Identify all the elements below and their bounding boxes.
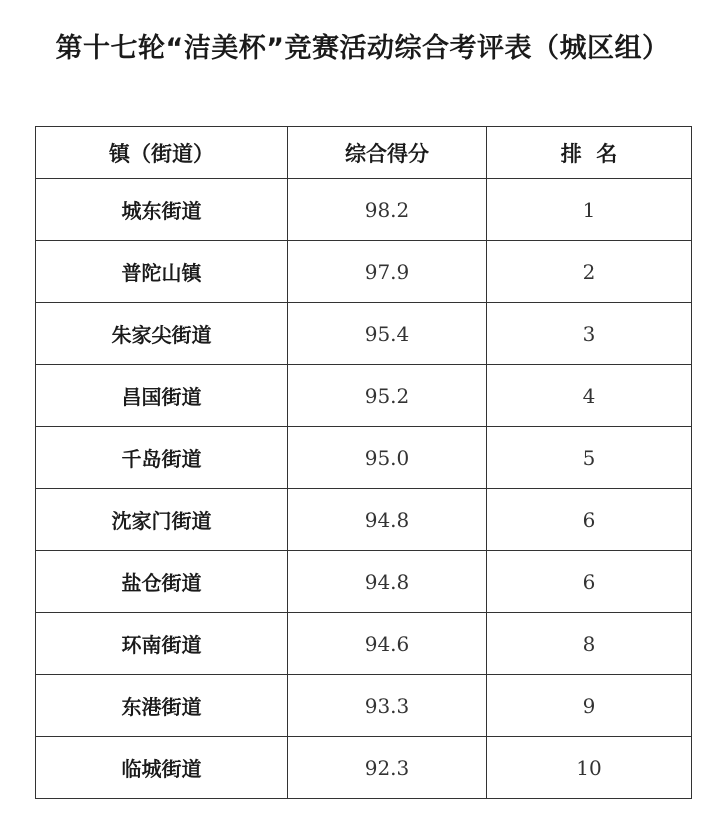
table-row <box>36 613 692 675</box>
table-row <box>36 179 692 241</box>
score-cell: 98.2 <box>288 179 487 241</box>
score-cell: 94.8 <box>288 489 487 551</box>
rank-cell: 5 <box>487 427 692 489</box>
town-cell: 朱家尖街道 <box>36 303 288 365</box>
table-row <box>36 489 692 551</box>
table-header-row <box>36 127 692 179</box>
table-row <box>36 365 692 427</box>
table-row <box>36 241 692 303</box>
rank-cell: 10 <box>487 737 692 799</box>
score-cell: 95.4 <box>288 303 487 365</box>
rank-cell: 1 <box>487 179 692 241</box>
table-row <box>36 675 692 737</box>
score-cell: 93.3 <box>288 675 487 737</box>
score-cell: 97.9 <box>288 241 487 303</box>
town-cell: 千岛街道 <box>36 427 288 489</box>
rank-cell: 9 <box>487 675 692 737</box>
column-header-town: 镇（街道） <box>36 127 288 179</box>
score-cell: 94.8 <box>288 551 487 613</box>
town-cell: 环南街道 <box>36 613 288 675</box>
rank-cell: 6 <box>487 551 692 613</box>
town-cell: 昌国街道 <box>36 365 288 427</box>
score-cell: 92.3 <box>288 737 487 799</box>
table-row <box>36 427 692 489</box>
score-table <box>35 126 692 799</box>
town-cell: 盐仓街道 <box>36 551 288 613</box>
table-row <box>36 303 692 365</box>
rank-cell: 2 <box>487 241 692 303</box>
town-cell: 普陀山镇 <box>36 241 288 303</box>
town-cell: 城东街道 <box>36 179 288 241</box>
rank-cell: 6 <box>487 489 692 551</box>
town-cell: 东港街道 <box>36 675 288 737</box>
column-header-rank: 排 名 <box>487 127 692 179</box>
table-row <box>36 551 692 613</box>
score-cell: 95.2 <box>288 365 487 427</box>
table-row <box>36 737 692 799</box>
rank-cell: 4 <box>487 365 692 427</box>
column-header-score: 综合得分 <box>288 127 487 179</box>
score-cell: 94.6 <box>288 613 487 675</box>
town-cell: 沈家门街道 <box>36 489 288 551</box>
score-cell: 95.0 <box>288 427 487 489</box>
document-title: 第十七轮“洁美杯”竞赛活动综合考评表（城区组） <box>55 33 670 64</box>
rank-cell: 8 <box>487 613 692 675</box>
town-cell: 临城街道 <box>36 737 288 799</box>
rank-cell: 3 <box>487 303 692 365</box>
